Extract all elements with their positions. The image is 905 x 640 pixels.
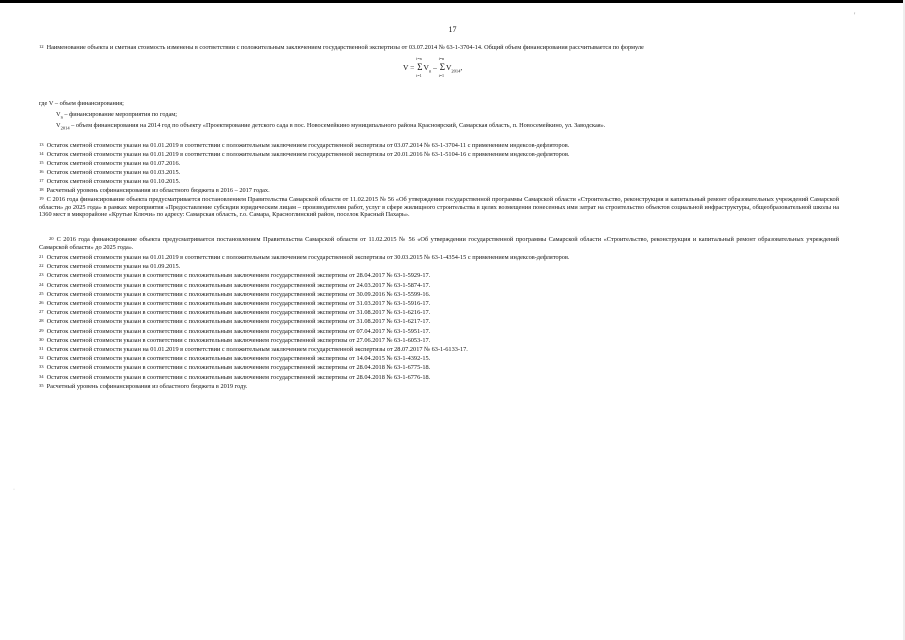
footnote-number: 16 <box>39 169 44 174</box>
footnote-text: Остаток сметной стоимости указан в соответствии с положительным заключением государственной экспертизы от 27.06.2017 № 63-1-6053-17. <box>46 336 431 344</box>
footnote-15 <box>39 160 180 168</box>
page-number: 17 <box>448 25 457 34</box>
footnote-text: Остаток сметной стоимости указан на 01.03.2015. <box>46 169 181 176</box>
footnote-number: 33 <box>39 364 44 370</box>
footnote-33 <box>39 364 430 372</box>
top-border <box>0 0 905 3</box>
footnote-23 <box>39 272 430 280</box>
footnote-number: 18 <box>39 187 44 192</box>
footnote-text: Остаток сметной стоимости указан на 01.01.2019 в соответствии с положительным заключением государственной экспертизы от 20.01.2016 № 63-1-5104-16 с применением индексов-дефляторов. <box>46 151 570 158</box>
footnote-text: Остаток сметной стоимости указан в соответствии с положительным заключением государственной экспертизы от 28.04.2018 № 63-1-6776-18. <box>46 373 431 381</box>
footnote-text: Остаток сметной стоимости указан в соответствии с положительным заключением государственной экспертизы от 24.03.2017 № 63-1-5874-17. <box>46 281 431 289</box>
footnote-34 <box>39 374 430 382</box>
footnote-text: Остаток сметной стоимости указан в соответствии с положительным заключением государственной экспертизы от 28.04.2018 № 63-1-6775-18. <box>46 364 431 372</box>
footnote-27 <box>39 309 430 317</box>
scan-speck: · <box>13 487 15 493</box>
footnote-21 <box>39 254 570 262</box>
footnote-text: Остаток сметной стоимости указан в соответствии с положительным заключением государственной экспертизы от 14.04.2015 № 63-1-4392-15. <box>46 355 431 363</box>
footnote-35 <box>39 383 247 391</box>
footnote-14 <box>39 151 570 159</box>
footnote-number: 24 <box>39 281 44 287</box>
sum-symbol: Σ i=n i=1 <box>438 56 445 78</box>
footnote-number: 14 <box>39 151 44 156</box>
footnote-number: 34 <box>39 373 44 379</box>
footnote-text: Остаток сметной стоимости указан в соответствии с положительным заключением государственной экспертизы от 31.03.2017 № 63-1-5916-17. <box>46 300 431 307</box>
footnote-text: Остаток сметной стоимости указан в соответствии с положительным заключением государственной экспертизы от 30.09.2016 № 63-1-5599-16. <box>46 290 431 298</box>
footnote-text: Остаток сметной стоимости указан на 01.07.2016. <box>46 160 181 167</box>
footnote-number: 28 <box>39 318 44 324</box>
footnote-number: 35 <box>39 382 44 388</box>
footnote-16 <box>39 169 180 177</box>
footnote-text: Расчетный уровень софинансирования из областного бюджета в 2019 году. <box>46 382 248 390</box>
footnote-19: $^{19}$ С 2016 года финансирование объекта предусматривается постановлением Правительства Самарской области от 11.02.2015 № 56 «Об утверждении государственной программы Самарской области «Строительство, реконструкция и капитальный ремонт образовательных учреждений Самарской области» до 2025 года» в рамках мероприятия «Предоставление субсидии юридическим лицам – производителям работ, услуг в сфере жилищного строительства в целях возмещения понесенных ими затрат на строительство объектов социальной инфраструктуры, общеобразовательной школы на 1360 мест в микрорайоне «Крутые Ключи» по адресу: Самарская область, г.о. Самара, Красноглинский район, поселок Красный Пахарь». <box>39 196 839 219</box>
footnote-22 <box>39 263 180 271</box>
footnote-number: 17 <box>39 178 44 183</box>
footnote-text: Расчетный уровень софинансирования из областного бюджета в 2016 – 2017 годах. <box>46 187 270 194</box>
footnote-30 <box>39 337 430 345</box>
footnote-number: 29 <box>39 327 44 333</box>
footnote-text: Остаток сметной стоимости указан в соответствии с положительным заключением государственной экспертизы от 31.08.2017 № 63-1-6216-17. <box>46 309 431 317</box>
footnote-13 <box>39 142 569 150</box>
footnote-text: Остаток сметной стоимости указан в соответствии с положительным заключением государственной экспертизы от 07.04.2017 № 63-1-5951-17. <box>46 327 431 335</box>
footnote-number: 27 <box>39 309 44 315</box>
footnote-12 <box>39 44 644 52</box>
footnote-number: 30 <box>39 336 44 342</box>
footnote-28 <box>39 318 430 326</box>
footnote-text: Остаток сметной стоимости указан на 01.01.2019 в соответствии с положительным заключением государственной экспертизы от 03.07.2014 № 63-1-3704-11 с применением индексов-дефляторов. <box>46 142 570 149</box>
footnote-29 <box>39 328 430 336</box>
definition-vn: $V_n$ – финансирование мероприятия по годам; <box>56 111 178 120</box>
footnote-number: 13 <box>39 142 44 147</box>
footnote-31 <box>39 346 468 354</box>
definition-v: где V – объем финансирования; <box>39 100 124 107</box>
footnote-25 <box>39 291 430 299</box>
formula: V = Σ i=n i=1 $V_n$ – Σ i=n i=1 $V_{2014}$, <box>403 56 463 78</box>
footnote-number: 31 <box>39 346 44 351</box>
definition-v2014: $V_{2014}$ – объем финансирования на 2014 год по объекту «Проектирование детского сада в пос. Новосемейкино муниципального района Красноярский, Самарская область, п. Новосемейкино, ул. Заводская». <box>56 122 606 131</box>
corner-mark: ' <box>854 11 856 20</box>
footnote-text: Остаток сметной стоимости указан на 01.01.2019 в соответствии с положительным заключением государственной экспертизы от 28.07.2017 № 63-1-6133-17. <box>46 346 468 353</box>
footnote-number: 25 <box>39 290 44 296</box>
footnote-text: Остаток сметной стоимости указан в соответствии с положительным заключением государственной экспертизы от 28.04.2017 № 63-1-5929-17. <box>46 272 431 280</box>
sum-symbol: Σ i=n i=1 <box>416 56 423 78</box>
footnote-number: 23 <box>39 272 44 278</box>
footnote-17 <box>39 178 180 186</box>
footnote-number: 32 <box>39 355 44 361</box>
footnote-text: Остаток сметной стоимости указан в соответствии с положительным заключением государственной экспертизы от 31.08.2017 № 63-1-6217-17. <box>46 318 431 326</box>
footnote-26 <box>39 300 430 308</box>
footnote-text: Остаток сметной стоимости указан на 01.01.2019 в соответствии с положительным заключением государственной экспертизы от 30.03.2015 № 63-1-4354-15 с применением индексов-дефляторов. <box>46 254 570 261</box>
footnote-text: Остаток сметной стоимости указан на 01.10.2015. <box>46 178 181 185</box>
footnote-18 <box>39 187 270 195</box>
footnote-number: 22 <box>39 263 44 269</box>
footnote-number: 26 <box>39 300 44 305</box>
footnote-32 <box>39 355 430 363</box>
footnote-number: 12 <box>39 44 44 49</box>
footnote-number: 15 <box>39 160 44 165</box>
footnote-text: Остаток сметной стоимости указан на 01.09.2015. <box>46 263 181 271</box>
footnote-number: 21 <box>39 254 44 259</box>
footnote-24 <box>39 282 430 290</box>
footnote-20: $^{20}$ С 2016 года финансирование объекта предусматривается постановлением Правительства Самарской области от 11.02.2015 № 56 «Об утверждении государственной программы Самарской области «Строительство, реконструкция и капитальный ремонт образовательных учреждений Самарской области» до 2025 года». <box>39 236 839 251</box>
footnote-text: Наименование объекта и сметная стоимость изменены в соответствии с положительным заключением государственной экспертизы от 03.07.2014 № 63-1-3704-14. Общий объем финансирования рассчитывается по формуле <box>46 44 644 51</box>
